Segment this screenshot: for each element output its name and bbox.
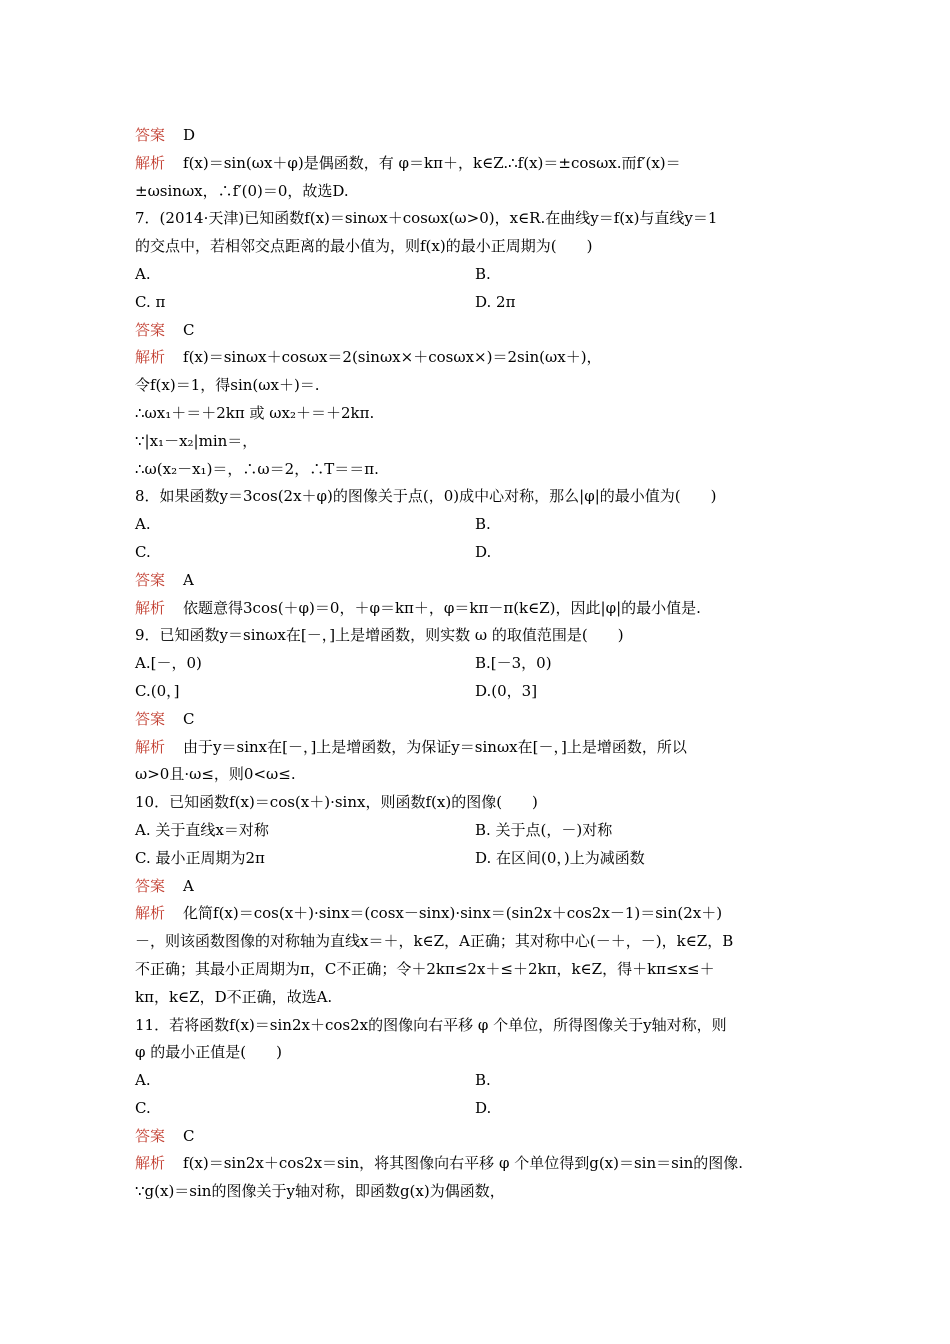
option-row — [135, 1067, 815, 1095]
line-text: 10．已知函数f(x)＝cos(x＋)·sinx，则函数f(x)的图像( ) — [135, 793, 538, 812]
text-line — [135, 928, 815, 956]
line-text: 7．(2014·天津)已知函数f(x)＝sinωx＋cosωx(ω>0)，x∈R.在曲线y＝f(x)与直线y＝1 — [135, 209, 718, 228]
line-text: 化简f(x)＝cos(x＋)·sinx＝(cosx－sinx)·sinx＝(sin2x＋cos2x－1)＝sin(2x＋) — [183, 904, 723, 923]
option-right: B. — [475, 264, 491, 283]
option-row — [135, 1095, 815, 1123]
line-text: 9．已知函数y＝sinωx在[－，]上是增函数，则实数 ω 的取值范围是( ) — [135, 626, 624, 645]
option-right: B. — [475, 515, 491, 534]
answer-label: 答案 — [135, 1126, 166, 1145]
analysis-label: 解析 — [135, 153, 166, 172]
line-text: C — [183, 709, 195, 728]
document-page — [135, 122, 815, 1206]
option-row — [135, 261, 815, 289]
analysis-line — [135, 1150, 815, 1178]
line-text: f(x)＝sin2x＋cos2x＝sin，将其图像向右平移 φ 个单位得到g(x)＝sin＝sin的图像. — [183, 1154, 744, 1173]
line-text: ±ωsinωx，∴f′(0)＝0，故选D. — [135, 181, 349, 200]
line-text: kπ，k∈Z，D不正确，故选A. — [135, 987, 333, 1006]
text-line — [135, 622, 815, 650]
text-line — [135, 428, 815, 456]
analysis-label: 解析 — [135, 598, 166, 617]
line-text: －，则该函数图像的对称轴为直线x＝＋，k∈Z，A正确；其对称中心(－＋，－)，k∈Z，B — [135, 932, 734, 951]
text-line — [135, 1039, 815, 1067]
analysis-line — [135, 595, 815, 623]
line-text: C — [183, 1126, 195, 1145]
option-left: C.(0，] — [135, 681, 180, 700]
option-left: C. — [135, 542, 151, 561]
option-left: C. — [135, 1098, 151, 1117]
line-text: f(x)＝sinωx＋cosωx＝2(sinωx×＋cosωx×)＝2sin(ωx＋)， — [183, 348, 602, 367]
answer-label: 答案 — [135, 320, 166, 339]
text-line — [135, 1178, 815, 1206]
analysis-label: 解析 — [135, 904, 166, 923]
option-row — [135, 511, 815, 539]
answer-line — [135, 122, 815, 150]
option-left: C. 最小正周期为2π — [135, 848, 265, 867]
text-line — [135, 1012, 815, 1040]
option-right: B. 关于点(，－)对称 — [475, 820, 613, 839]
option-row — [135, 678, 815, 706]
line-text: 由于y＝sinx在[－，]上是增函数，为保证y＝sinωx在[－，]上是增函数，所以 — [183, 737, 687, 756]
line-text: A — [183, 570, 194, 589]
option-right: D. 在区间(0，)上为减函数 — [475, 848, 645, 867]
line-text: ω>0且·ω≤，则0<ω≤. — [135, 765, 296, 784]
line-text: 令f(x)＝1，得sin(ωx＋)＝. — [135, 376, 320, 395]
text-line — [135, 984, 815, 1012]
line-text: A — [183, 876, 194, 895]
line-text: ∵|x₁－x₂|min＝， — [135, 431, 258, 450]
line-text: 依题意得3cos(＋φ)＝0，＋φ＝kπ＋，φ＝kπ－π(k∈Z)，因此|φ|的最小值是. — [183, 598, 701, 617]
analysis-label: 解析 — [135, 348, 166, 367]
line-text: ∵g(x)＝sin的图像关于y轴对称，即函数g(x)为偶函数， — [135, 1182, 505, 1201]
option-right: B.[－3，0) — [475, 654, 552, 673]
answer-line — [135, 706, 815, 734]
option-row — [135, 650, 815, 678]
line-text: ∴ωx₁＋＝＋2kπ 或 ωx₂＋＝＋2kπ. — [135, 403, 375, 422]
answer-label: 答案 — [135, 876, 166, 895]
analysis-label: 解析 — [135, 1154, 166, 1173]
analysis-line — [135, 734, 815, 762]
option-row — [135, 539, 815, 567]
line-text: C — [183, 320, 195, 339]
option-left: A. — [135, 1071, 151, 1090]
text-line — [135, 789, 815, 817]
analysis-line — [135, 900, 815, 928]
analysis-line — [135, 150, 815, 178]
option-right: B. — [475, 1071, 491, 1090]
analysis-line — [135, 344, 815, 372]
text-line — [135, 456, 815, 484]
answer-line — [135, 317, 815, 345]
option-left: A.[－，0) — [135, 654, 202, 673]
option-row — [135, 817, 815, 845]
option-left: C. π — [135, 292, 166, 311]
text-line — [135, 761, 815, 789]
text-line — [135, 956, 815, 984]
text-line — [135, 205, 815, 233]
option-left: A. — [135, 264, 151, 283]
text-line — [135, 483, 815, 511]
line-text: 11．若将函数f(x)＝sin2x＋cos2x的图像向右平移 φ 个单位，所得图像关于y轴对称，则 — [135, 1015, 727, 1034]
answer-line — [135, 1123, 815, 1151]
line-text: D — [183, 126, 196, 144]
analysis-label: 解析 — [135, 737, 166, 756]
answer-label: 答案 — [135, 570, 166, 589]
text-line — [135, 372, 815, 400]
answer-label: 答案 — [135, 126, 166, 144]
line-text: ∴ω(x₂－x₁)＝，∴ω＝2，∴T＝＝π. — [135, 459, 379, 478]
option-row — [135, 845, 815, 873]
line-text: 的交点中，若相邻交点距离的最小值为，则f(x)的最小正周期为( ) — [135, 237, 593, 256]
line-text: φ 的最小正值是( ) — [135, 1043, 282, 1062]
option-left: A. 关于直线x＝对称 — [135, 820, 269, 839]
answer-label: 答案 — [135, 709, 166, 728]
text-line — [135, 233, 815, 261]
line-text: f(x)＝sin(ωx＋φ)是偶函数，有 φ＝kπ＋，k∈Z.∴f(x)＝±cosωx.而f′(x)＝ — [183, 153, 681, 172]
text-line — [135, 400, 815, 428]
option-right: D.(0，3] — [475, 681, 538, 700]
answer-line — [135, 567, 815, 595]
answer-line — [135, 873, 815, 901]
line-text: 不正确；其最小正周期为π，C不正确；令＋2kπ≤2x＋≤＋2kπ，k∈Z，得＋kπ≤x≤＋ — [135, 959, 715, 978]
option-right: D. — [475, 542, 492, 561]
option-row — [135, 289, 815, 317]
option-right: D. 2π — [475, 292, 516, 311]
line-text: 8．如果函数y＝3cos(2x＋φ)的图像关于点(，0)成中心对称，那么|φ|的最小值为( ) — [135, 487, 717, 506]
option-right: D. — [475, 1098, 492, 1117]
option-left: A. — [135, 515, 151, 534]
text-line — [135, 178, 815, 206]
